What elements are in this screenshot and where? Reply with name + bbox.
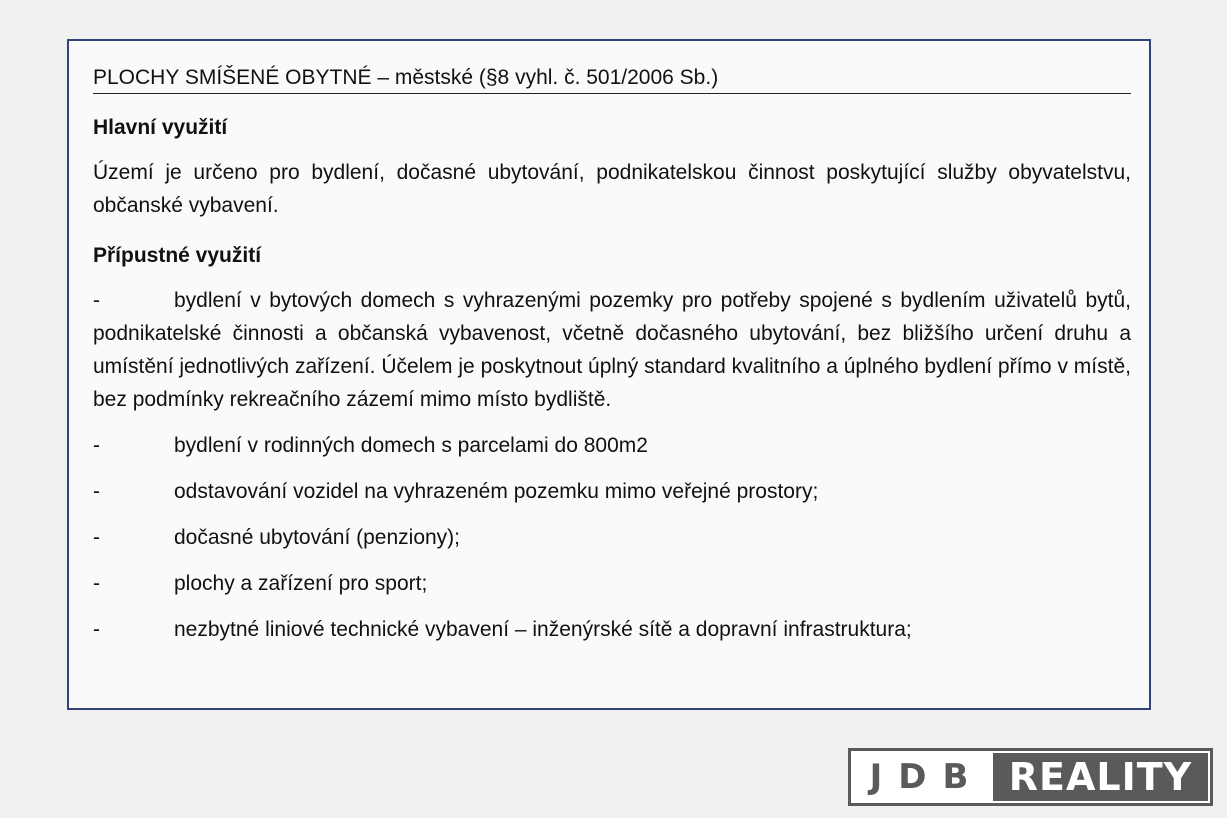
list-item-text: odstavování vozidel na vyhrazeném pozemku mimo veřejné prostory; — [174, 480, 819, 503]
main-use-heading: Hlavní využití — [93, 116, 228, 139]
list-item — [93, 521, 1131, 554]
list-item — [93, 613, 1131, 646]
list-bullet: - — [93, 434, 100, 457]
jdb-reality-logo — [848, 748, 1213, 806]
list-bullet: - — [93, 480, 100, 503]
list-item-text: nezbytné liniové technické vybavení – inženýrské sítě a dopravní infrastruktura; — [174, 618, 912, 641]
list-bullet: - — [93, 289, 100, 312]
list-bullet: - — [93, 572, 100, 595]
list-bullet: - — [93, 618, 100, 641]
list-item-text: bydlení v rodinných domech s parcelami do 800m2 — [174, 434, 648, 457]
permitted-use-list — [93, 284, 1131, 646]
list-item — [93, 429, 1131, 462]
list-item-text: plochy a zařízení pro sport; — [174, 572, 428, 595]
document-title: PLOCHY SMÍŠENÉ OBYTNÉ – městské (§8 vyhl. č. 501/2006 Sb.) — [93, 63, 1131, 94]
list-item — [93, 284, 1131, 416]
list-item-text: dočasné ubytování (penziony); — [174, 526, 461, 549]
main-use-text: Území je určeno pro bydlení, dočasné ubytování, podnikatelskou činnost poskytující služby obyvatelstvu, občanské vybavení. — [93, 161, 1131, 217]
list-item-text: bydlení v bytových domech s vyhrazenými pozemky pro potřeby spojené s bydlením uživatelů bytů, podnikatelské činnosti a občanská vybavenost, včetně dočasného ubytování, bez bližšího určení druhu a umístění jednotlivých zařízení. Účelem je poskytnout úplný standard kvalitního a úplného bydlení přímo v místě, bez podmínky rekreačního zázemí mimo místo bydliště. — [93, 289, 1131, 411]
list-item — [93, 567, 1131, 600]
list-bullet: - — [93, 526, 100, 549]
permitted-use-heading: Přípustné využití — [93, 244, 262, 267]
logo-initials: JDB — [869, 757, 985, 797]
logo-wordmark: REALITY — [993, 753, 1208, 801]
list-item — [93, 475, 1131, 508]
document-frame — [67, 39, 1151, 710]
